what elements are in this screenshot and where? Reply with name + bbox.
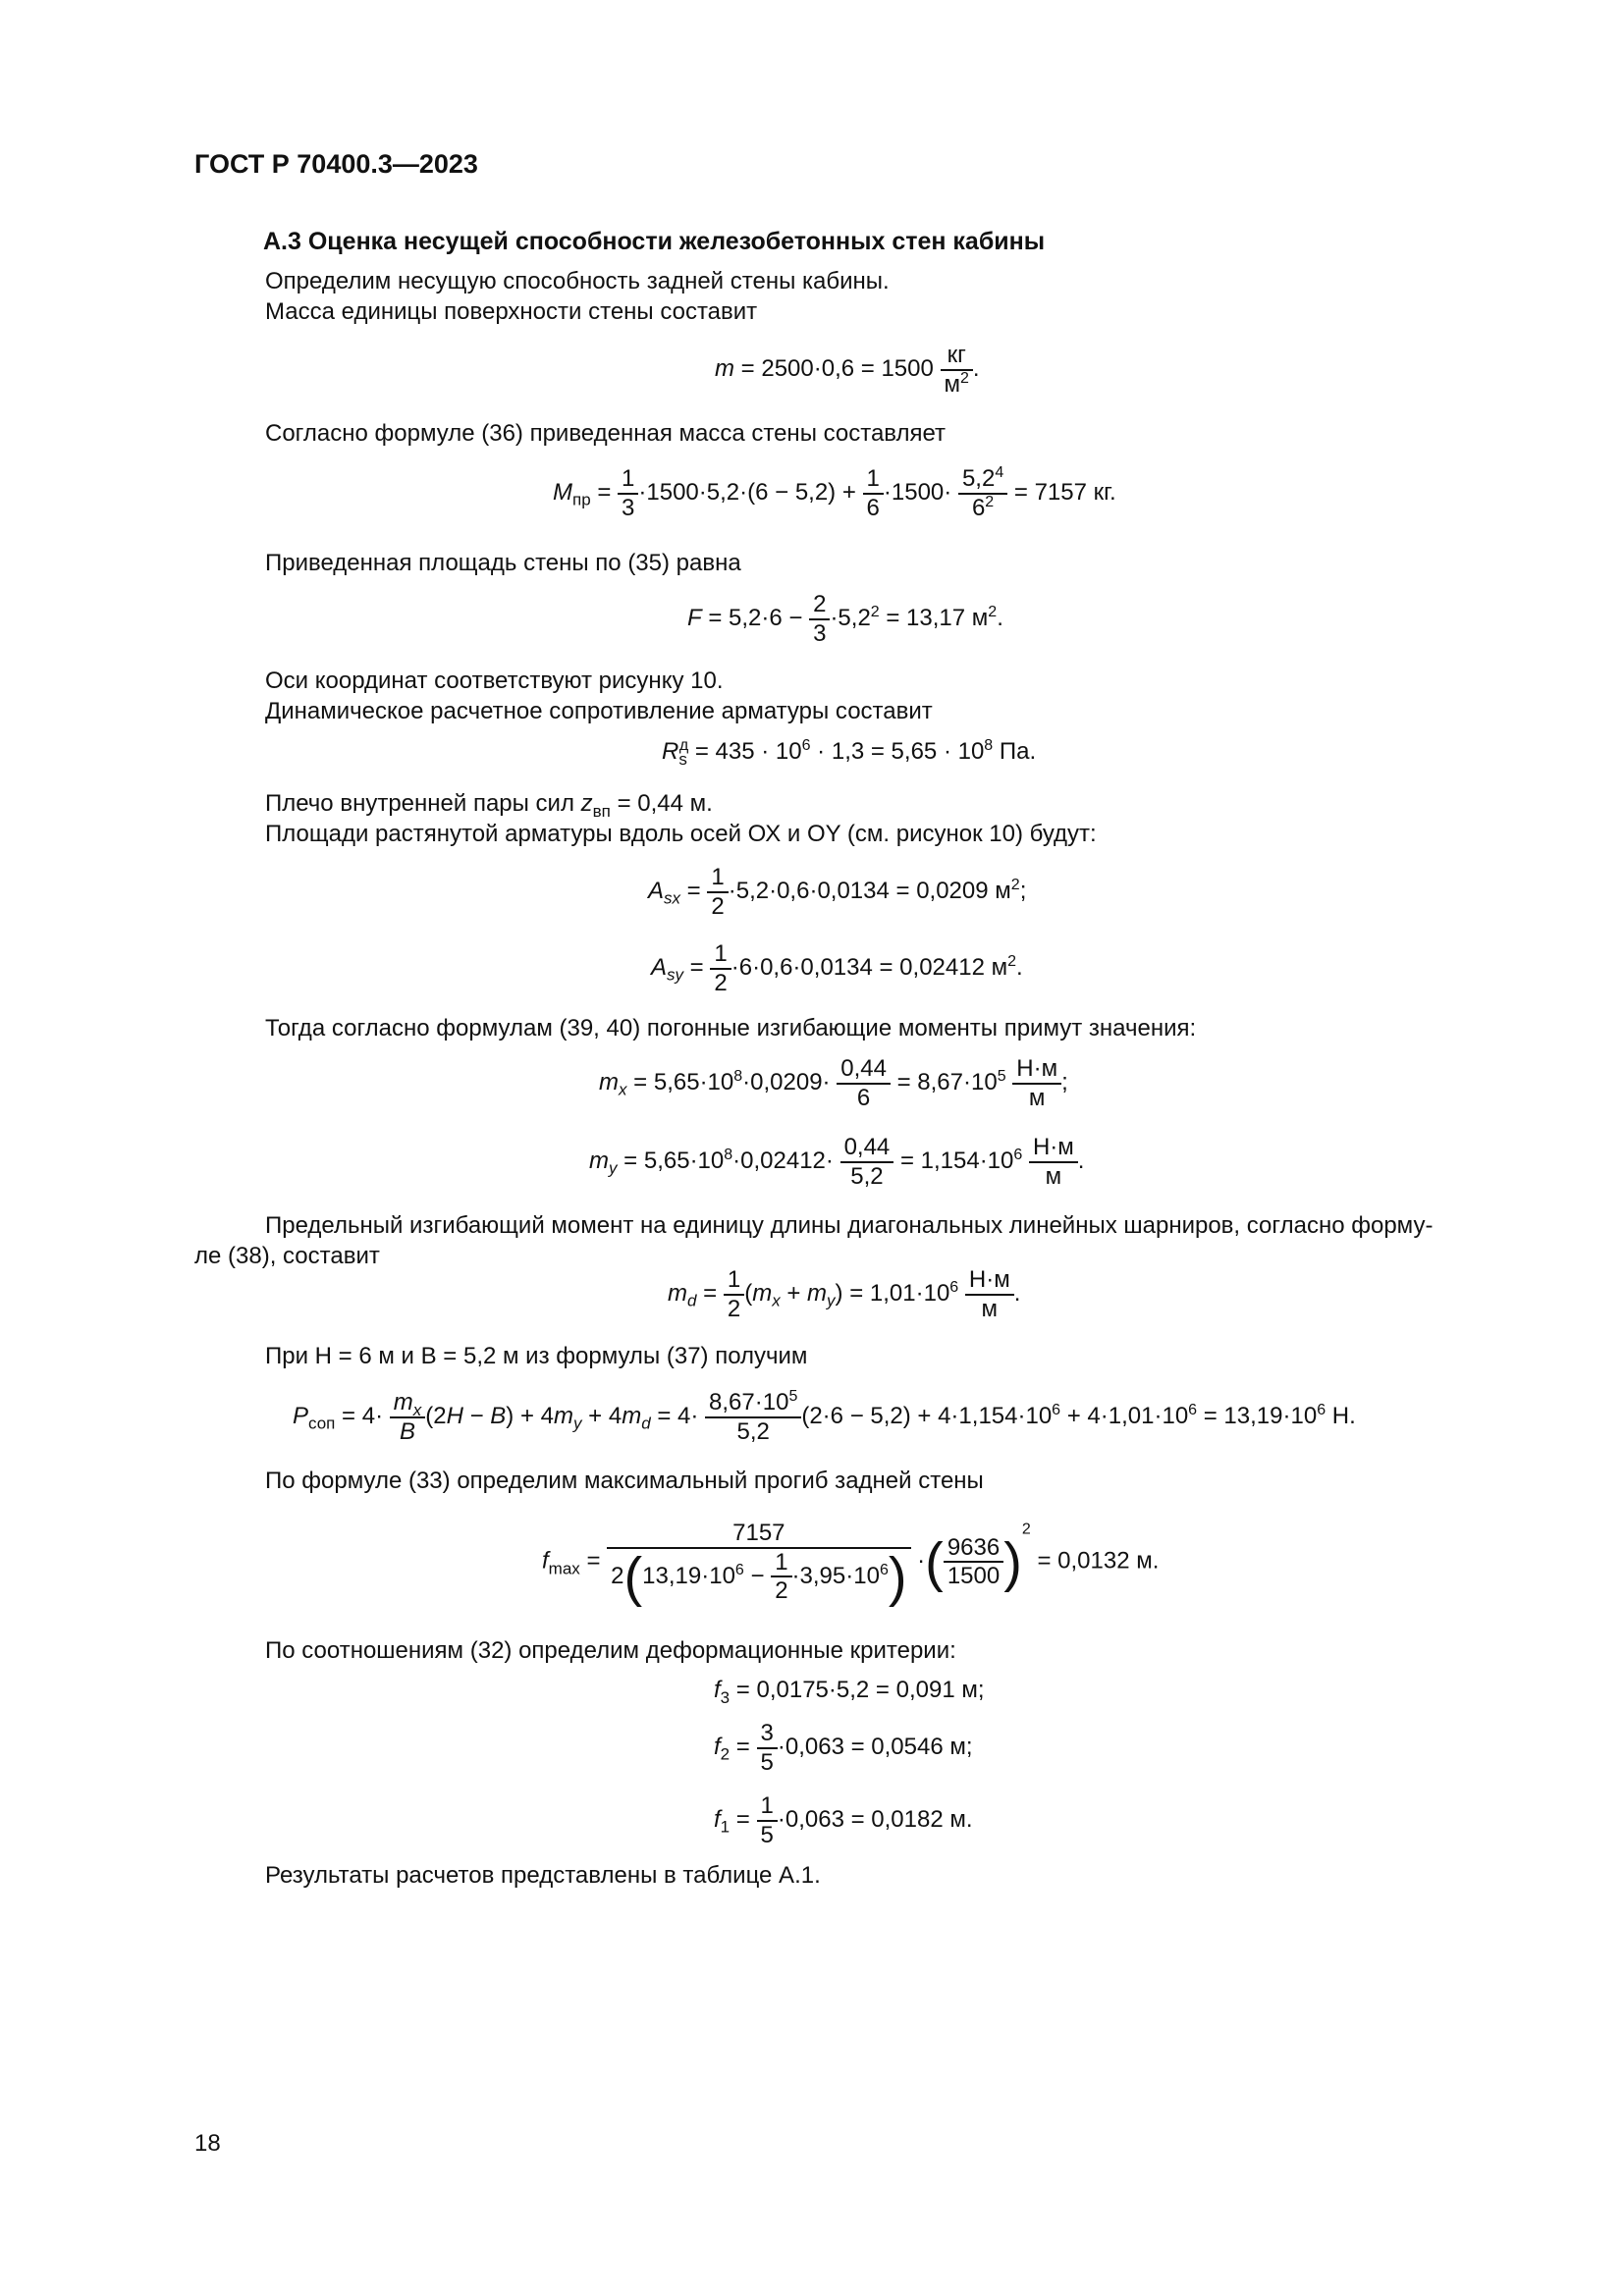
paragraph-3: Согласно формуле (36) приведенная масса стены составляет bbox=[265, 420, 947, 447]
formula-asy: $A_{sy}$ = $\frac{1}{2}$ ·6·0,6·0,0134 = 0,02412 $м^2$. bbox=[651, 940, 1023, 996]
paragraph-12: По формуле (33) определим максимальный прогиб задней стены bbox=[265, 1468, 984, 1494]
formula-mx: $m_x = 5,65\cdot 10^8\cdot 0,0209\cdot$ $\frac{0,44}{6}$ = $8,67\cdot 10^5$ $\frac{Н\cdot м}{м}$ ; bbox=[599, 1055, 1068, 1111]
formula-pcon: $P_{соп} = 4\cdot$ $\frac{m_x}{B}$ $(2H - B) + 4m_y + 4m_d = 4\cdot$ $\frac{8,67\cdot 10^5}{5,2}$ $(2\cdot 6 - 5,2) + 4\cdot 1,154\cdot 10^6 + 4\cdot 1,01\cdot 10^6 = 13,19\cdot 10^6$ Н. bbox=[293, 1388, 1356, 1445]
formula-f2: $f_2$ = $\frac{3}{5}$ ·0,063 = 0,0546 м; bbox=[714, 1720, 973, 1776]
formula-reduced-mass: $M_{пр}$ = $\frac{1}{3}$ ·1500·5,2·(6 − 5,2) + $\frac{1}{6}$ ·1500· $\frac{5,2^4}{6^2}$ = 7157 кг. bbox=[553, 464, 1116, 521]
paragraph-7: Плечо внутренней пары сил $z_{вп} = 0,44$ м. bbox=[265, 790, 713, 821]
formula-resistance: $R_s^д = 435 \cdot 10^6 \cdot 1,3 = 5,65 \cdot 10^8$ Па. bbox=[662, 737, 1037, 769]
document-header: ГОСТ Р 70400.3—2023 bbox=[194, 149, 478, 179]
paragraph-11: При H = 6 м и B = 5,2 м из формулы (37) получим bbox=[265, 1343, 808, 1369]
paragraph-7-text: Плечо внутренней пары сил bbox=[265, 790, 574, 817]
paragraph-13: По соотношениям (32) определим деформационные критерии: bbox=[265, 1637, 956, 1664]
paragraph-8: Площади растянутой арматуры вдоль осей ОХ и OY (см. рисунок 10) будут: bbox=[265, 821, 1097, 847]
paragraph-4: Приведенная площадь стены по (35) равна bbox=[265, 550, 741, 576]
paragraph-5: Оси координат соответствуют рисунку 10. bbox=[265, 667, 724, 694]
formula-f1: $f_1$ = $\frac{1}{5}$ ·0,063 = 0,0182 м. bbox=[714, 1792, 973, 1848]
paragraph-6: Динамическое расчетное сопротивление арматуры составит bbox=[265, 698, 933, 724]
formula-md: $m_d$ = $\frac{1}{2}$ $(m_x + m_y) = 1,01\cdot 10^6$ $\frac{Н\cdot м}{м}$ . bbox=[668, 1266, 1021, 1322]
paragraph-10b: ле (38), составит bbox=[194, 1243, 380, 1269]
paragraph-7-value: = 0,44 м. bbox=[617, 790, 713, 817]
formula-fmax: $f_{max}$ = 7157 $2(13,19\cdot 10^6$ − $\frac{1}{2}$ $\cdot 3,95\cdot 10^6$) ·( $\frac{9636}{1500}$ )$^2$ = 0,0132 м. bbox=[542, 1520, 1160, 1608]
formula-area: F = 5,2·6 − $\frac{2}{3}$ $\cdot 5,2^2 = 13,17$ $м^2$. bbox=[687, 591, 1003, 647]
paragraph-10a: Предельный изгибающий момент на единицу длины диагональных линейных шарниров, согласно форму- bbox=[265, 1212, 1434, 1239]
section-title: А.3 Оценка несущей способности железобетонных стен кабины bbox=[263, 228, 1046, 255]
paragraph-2: Масса единицы поверхности стены составит bbox=[265, 298, 758, 325]
formula-f3: $f_3 = 0,0175\cdot 5,2 = 0,091$ м; bbox=[714, 1677, 985, 1707]
paragraph-9: Тогда согласно формулам (39, 40) погонные изгибающие моменты примут значения: bbox=[265, 1015, 1197, 1041]
formula-asx: $A_{sx}$ = $\frac{1}{2}$ ·5,2·0,6·0,0134 = 0,0209 $м^2$; bbox=[648, 864, 1027, 920]
page-number: 18 bbox=[194, 2130, 221, 2157]
formula-my: $m_y = 5,65\cdot 10^8\cdot 0,02412\cdot$ $\frac{0,44}{5,2}$ = $1,154\cdot 10^6$ $\frac{Н\cdot м}{м}$ . bbox=[589, 1134, 1085, 1190]
paragraph-14: Результаты расчетов представлены в таблице А.1. bbox=[265, 1862, 821, 1889]
paragraph-1: Определим несущую способность задней стены кабины. bbox=[265, 268, 890, 294]
formula-mass: m = 2500·0,6 = 1500 $\frac{кг}{м^2}$ . bbox=[715, 342, 980, 398]
